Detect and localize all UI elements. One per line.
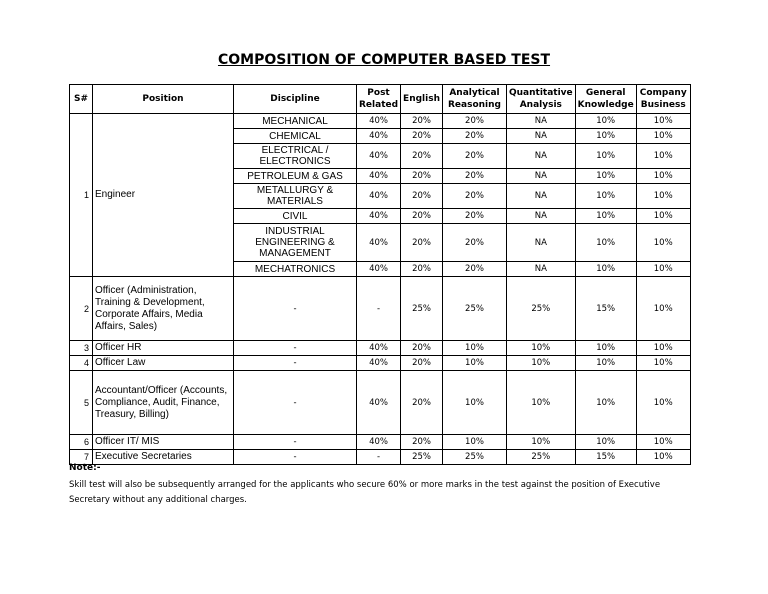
score-cell: 10% [442,341,506,356]
score-cell: 20% [442,184,506,209]
score-cell: 40% [357,209,401,224]
score-cell: 40% [357,169,401,184]
score-cell: 20% [442,209,506,224]
header-sn: S# [70,85,93,114]
table-row [70,450,691,465]
header-analytical: Analytical Reasoning [442,85,506,114]
score-cell: - [357,277,401,341]
score-cell: 20% [401,184,443,209]
discipline-cell: MECHANICAL [234,114,357,129]
discipline-cell: METALLURGY & MATERIALS [234,184,357,209]
discipline-cell: PETROLEUM & GAS [234,169,357,184]
serial-number: 1 [70,114,93,277]
score-cell: 25% [506,277,575,341]
table-row [70,435,691,450]
score-cell: 40% [357,184,401,209]
discipline-cell: - [234,277,357,341]
score-cell: NA [506,114,575,129]
score-cell: 20% [401,341,443,356]
score-cell: 10% [575,144,636,169]
table-row [70,114,691,129]
discipline-cell: - [234,450,357,465]
score-cell: 10% [636,262,690,277]
score-cell: 20% [442,262,506,277]
score-cell: 40% [357,371,401,435]
score-cell: 10% [575,129,636,144]
position-cell: Officer HR [93,341,234,356]
score-cell: 10% [506,356,575,371]
position-cell: Officer (Administration, Training & Development, Corporate Affairs, Media Affairs, Sales) [93,277,234,341]
score-cell: 20% [401,169,443,184]
score-cell: - [357,450,401,465]
discipline-cell: CHEMICAL [234,129,357,144]
score-cell: 10% [575,224,636,262]
score-cell: 10% [636,129,690,144]
score-cell: 20% [401,209,443,224]
score-cell: 40% [357,144,401,169]
note-text: Skill test will also be subsequently arranged for the applicants who secure 60% or more marks in the test against the position of Executive Secretary without any additional charges. [69,480,661,505]
score-cell: 10% [636,144,690,169]
score-cell: NA [506,262,575,277]
score-cell: 20% [442,114,506,129]
score-cell: 10% [636,341,690,356]
score-cell: 10% [575,184,636,209]
score-cell: 20% [401,371,443,435]
position-cell: Officer Law [93,356,234,371]
score-cell: 40% [357,341,401,356]
score-cell: NA [506,129,575,144]
score-cell: 20% [442,144,506,169]
header-row [70,85,691,114]
score-cell: NA [506,224,575,262]
position-cell: Engineer [93,114,234,277]
score-cell: 20% [442,129,506,144]
position-cell: Executive Secretaries [93,450,234,465]
score-cell: 20% [442,224,506,262]
discipline-cell: - [234,341,357,356]
score-cell: 20% [401,262,443,277]
discipline-cell: - [234,435,357,450]
header-discipline: Discipline [234,85,357,114]
score-cell: 10% [636,435,690,450]
test-composition-table [69,84,691,465]
serial-number: 2 [70,277,93,341]
score-cell: NA [506,209,575,224]
score-cell: 40% [357,129,401,144]
discipline-cell: - [234,356,357,371]
header-company-business: Company Business [636,85,690,114]
header-position: Position [93,85,234,114]
score-cell: 10% [575,371,636,435]
position-cell: Officer IT/ MIS [93,435,234,450]
score-cell: 10% [506,435,575,450]
score-cell: 20% [401,435,443,450]
score-cell: 10% [442,435,506,450]
header-general-knowledge: General Knowledge [575,85,636,114]
score-cell: 10% [575,356,636,371]
discipline-cell: MECHATRONICS [234,262,357,277]
table-row [70,341,691,356]
score-cell: 15% [575,277,636,341]
serial-number: 6 [70,435,93,450]
score-cell: 20% [401,144,443,169]
score-cell: 10% [575,341,636,356]
score-cell: 10% [636,114,690,129]
score-cell: 25% [442,450,506,465]
score-cell: 40% [357,435,401,450]
score-cell: 20% [401,129,443,144]
score-cell: 20% [442,169,506,184]
discipline-cell: ELECTRICAL / ELECTRONICS [234,144,357,169]
discipline-cell: - [234,371,357,435]
score-cell: 20% [401,356,443,371]
score-cell: 10% [506,371,575,435]
score-cell: 10% [636,371,690,435]
score-cell: NA [506,144,575,169]
score-cell: 40% [357,224,401,262]
score-cell: NA [506,169,575,184]
score-cell: 20% [401,224,443,262]
score-cell: 25% [506,450,575,465]
score-cell: 10% [636,450,690,465]
score-cell: 10% [636,356,690,371]
score-cell: 10% [636,209,690,224]
table-row [70,371,691,435]
table-row [70,356,691,371]
score-cell: 20% [401,114,443,129]
discipline-cell: INDUSTRIAL ENGINEERING & MANAGEMENT [234,224,357,262]
score-cell: 40% [357,356,401,371]
score-cell: 25% [401,277,443,341]
serial-number: 5 [70,371,93,435]
score-cell: 10% [575,169,636,184]
header-quantitative: Quantitative Analysis [506,85,575,114]
score-cell: 10% [506,341,575,356]
score-cell: 10% [636,224,690,262]
score-cell: 25% [401,450,443,465]
serial-number: 7 [70,450,93,465]
score-cell: 15% [575,450,636,465]
score-cell: 10% [442,371,506,435]
score-cell: 10% [442,356,506,371]
score-cell: 10% [636,184,690,209]
serial-number: 4 [70,356,93,371]
score-cell: 40% [357,114,401,129]
header-post-related: Post Related [357,85,401,114]
score-cell: 25% [442,277,506,341]
score-cell: 40% [357,262,401,277]
note-label: Note:- [69,463,101,473]
table-row [70,277,691,341]
score-cell: 10% [575,262,636,277]
serial-number: 3 [70,341,93,356]
score-cell: 10% [575,114,636,129]
discipline-cell: CIVIL [234,209,357,224]
score-cell: 10% [575,209,636,224]
score-cell: 10% [636,169,690,184]
score-cell: NA [506,184,575,209]
header-english: English [401,85,443,114]
score-cell: 10% [636,277,690,341]
position-cell: Accountant/Officer (Accounts, Compliance, Audit, Finance, Treasury, Billing) [93,371,234,435]
score-cell: 10% [575,435,636,450]
page-title: COMPOSITION OF COMPUTER BASED TEST [217,52,551,68]
